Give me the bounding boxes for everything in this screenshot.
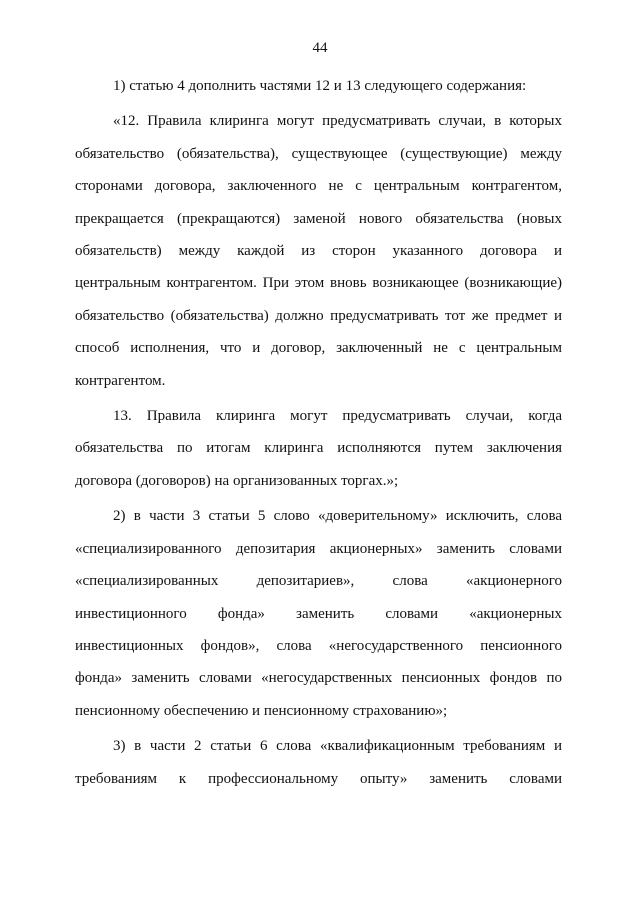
text-line: требованиям к профессиональному опыту» заменить словами	[75, 770, 562, 787]
text-line: «специализированного депозитария акционерных» заменить словами	[75, 540, 562, 557]
text-line: 13. Правила клиринга могут предусматривать случаи, когда	[113, 408, 562, 425]
text-line: договора (договоров) на организованных торгах.»;	[75, 472, 399, 489]
text-line: обязательства по итогам клиринга исполняются путем заключения	[75, 440, 562, 457]
page-number: 44	[312, 40, 328, 56]
text-line: способ исполнения, что и договор, заключенный не с центральным	[75, 340, 562, 357]
paragraph-2	[75, 105, 562, 397]
text-line: контрагентом.	[75, 372, 166, 389]
document-body	[75, 70, 562, 795]
text-line: центральным контрагентом. При этом вновь возникающее (возникающие)	[75, 275, 562, 292]
text-line: инвестиционного фонда» заменить словами «акционерных	[75, 605, 562, 622]
text-line: фонда» заменить словами «негосударственных пенсионных фондов по	[75, 670, 562, 687]
text-line: «специализированных депозитариев», слова «акционерного	[75, 573, 562, 590]
text-line: «12. Правила клиринга могут предусматривать случаи, в которых	[113, 113, 562, 130]
paragraph-3	[75, 400, 562, 497]
text-line: прекращается (прекращаются) заменой нового обязательства (новых	[75, 210, 562, 227]
text-line: обязательство (обязательства), существующее (существующие) между	[75, 145, 562, 162]
paragraph-5	[75, 730, 562, 795]
text-line: 3) в части 2 статьи 6 слова «квалификационным требованиям и	[113, 738, 562, 755]
text-line: 1) статью 4 дополнить частями 12 и 13 следующего содержания:	[113, 78, 527, 94]
text-line: пенсионному обеспечению и пенсионному страхованию»;	[75, 702, 448, 719]
paragraph-4	[75, 500, 562, 727]
text-line: инвестиционных фондов», слова «негосударственного пенсионного	[75, 637, 562, 654]
text-line: 2) в части 3 статьи 5 слово «доверительному» исключить, слова	[113, 508, 562, 525]
text-line: сторонами договора, заключенного не с центральным контрагентом,	[75, 178, 562, 195]
text-line: обязательств) между каждой из сторон указанного договора и	[75, 243, 562, 260]
text-line: обязательство (обязательства) должно предусматривать тот же предмет и	[75, 307, 562, 324]
paragraph-1	[75, 70, 562, 102]
